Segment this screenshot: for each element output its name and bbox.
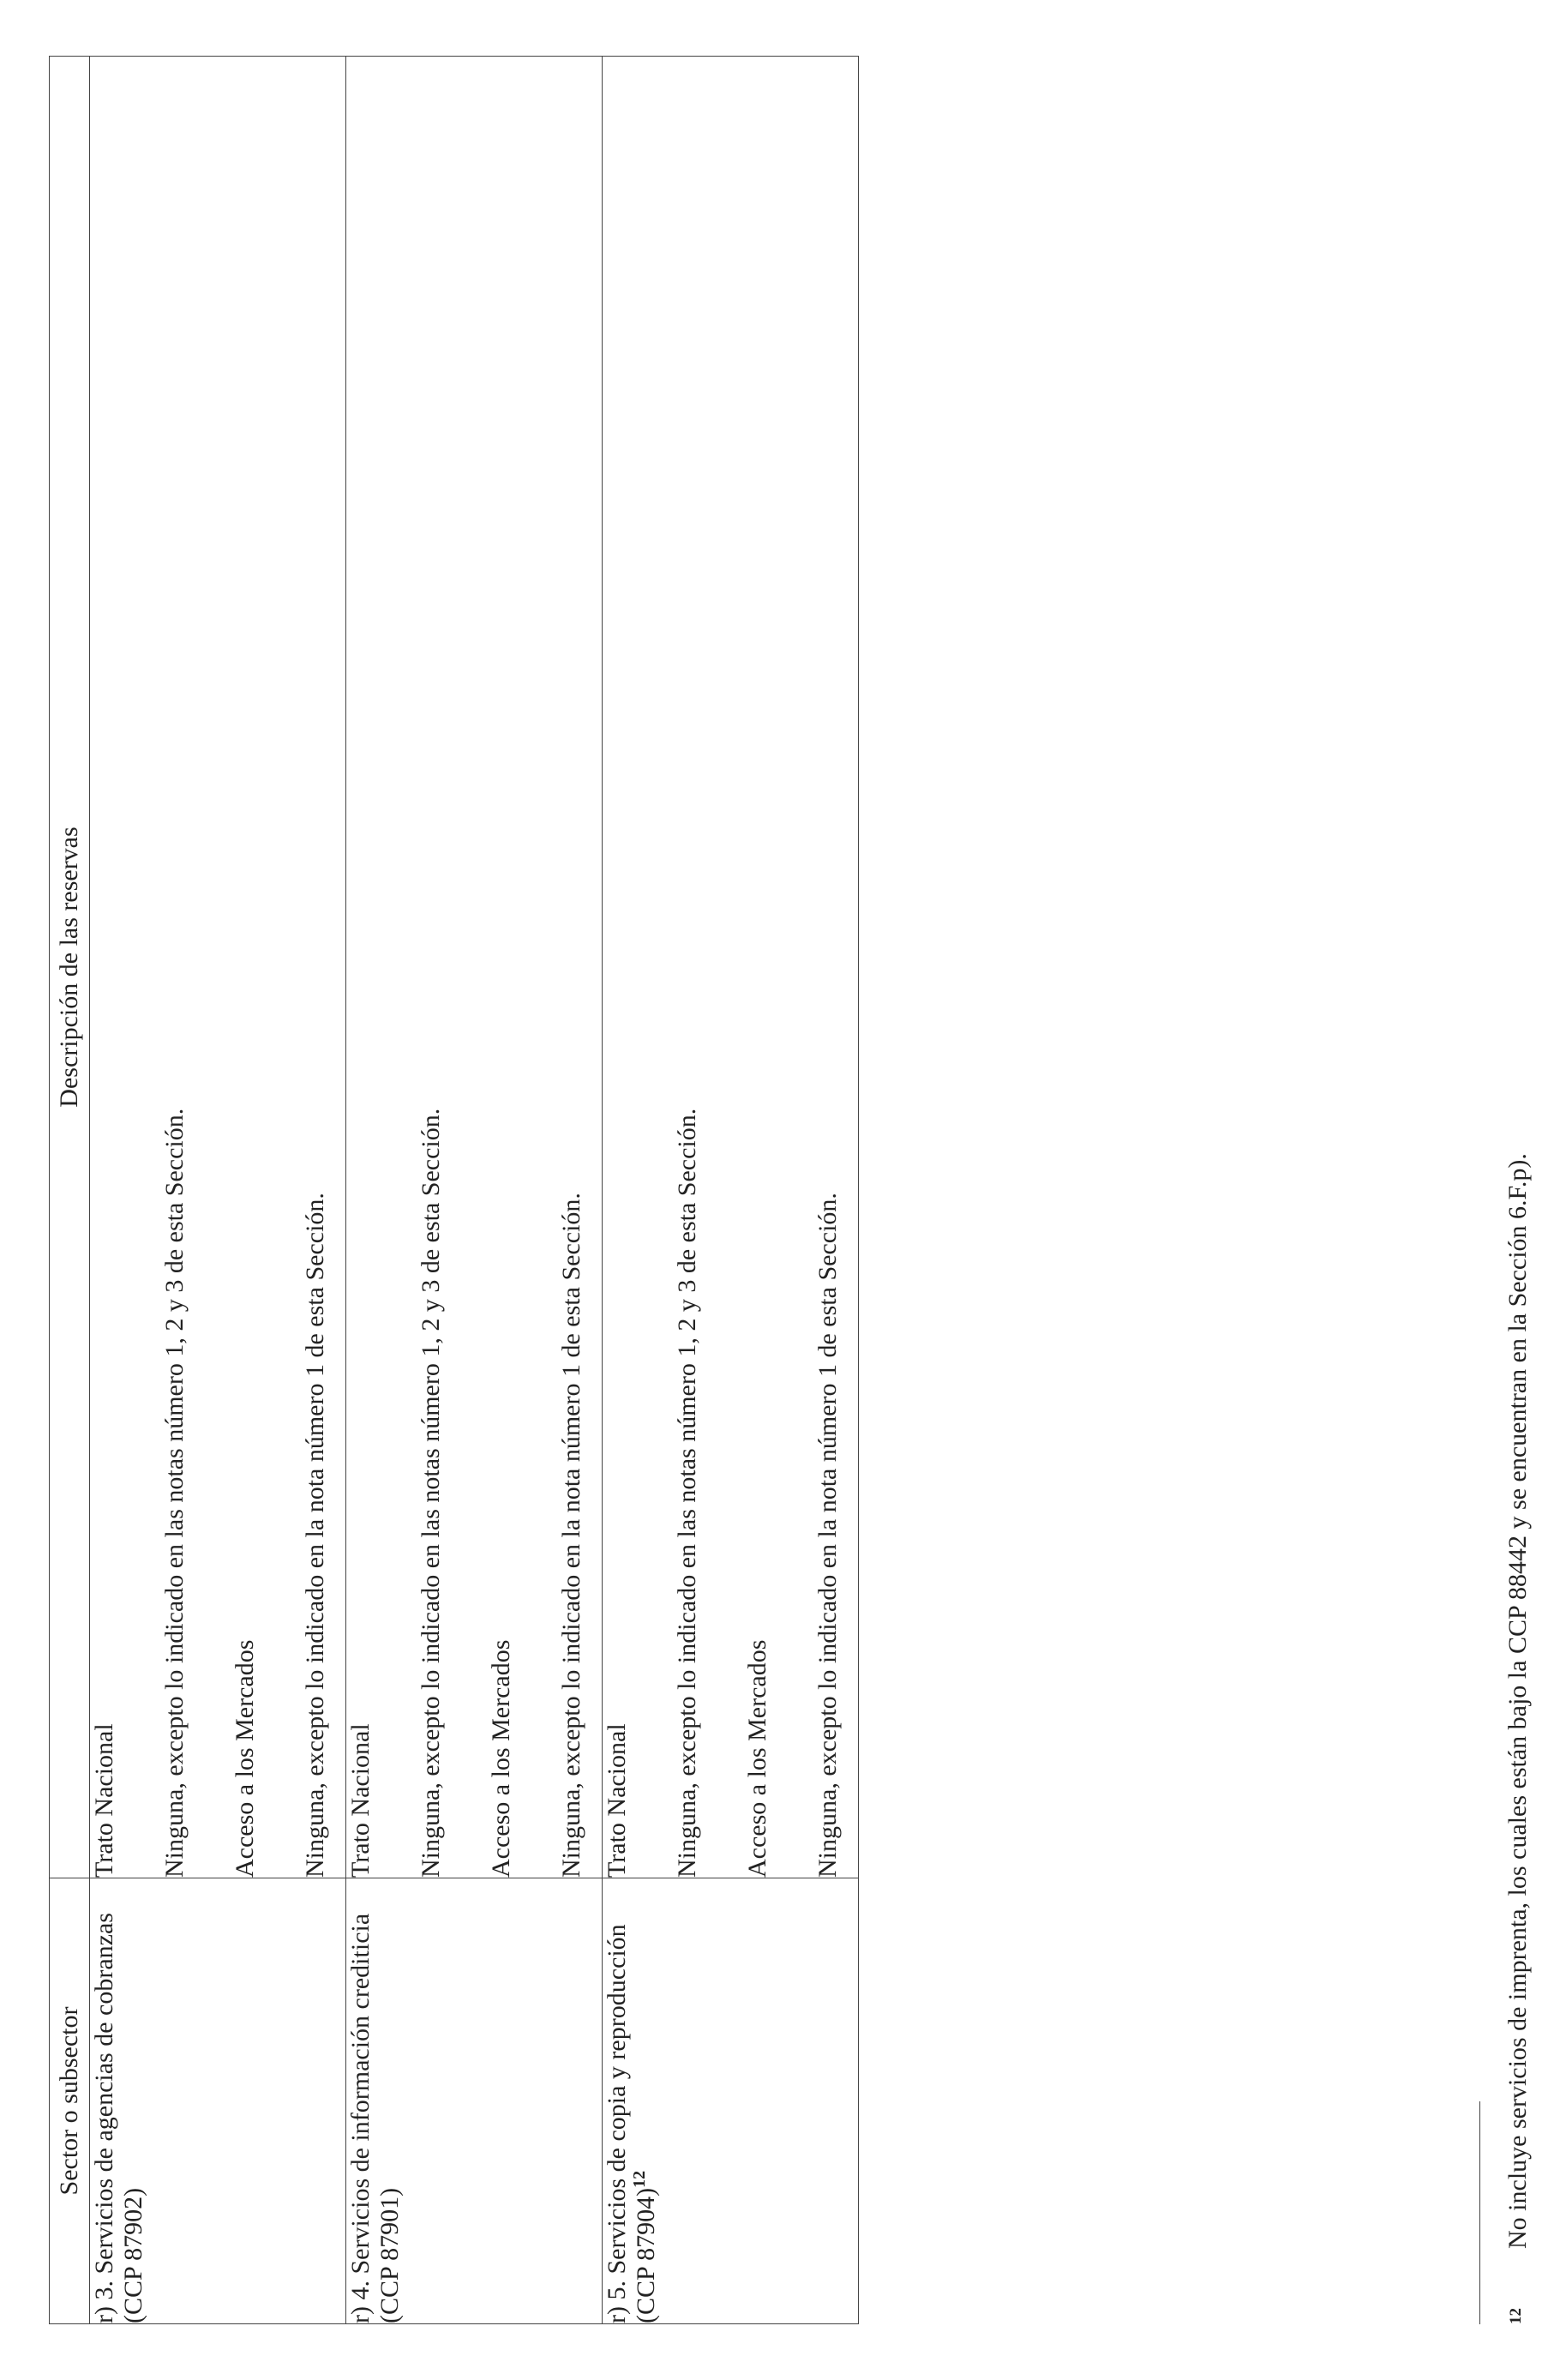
national-treatment-label: Trato Nacional — [346, 1723, 375, 1878]
table-row — [603, 57, 859, 2324]
table-header-row — [50, 57, 90, 2324]
sector-name: r) 5. Servicios de copia y reproducción — [603, 1924, 631, 2323]
market-access-text: Ninguna, excepto lo indicado en la nota número 1 de esta Sección. — [813, 1193, 842, 1878]
national-treatment-label: Trato Nacional — [603, 1723, 631, 1878]
market-access-label: Acceso a los Mercados — [231, 1639, 259, 1878]
market-access-label: Acceso a los Mercados — [743, 1639, 771, 1878]
sector-code: (CCP 87901) — [375, 2187, 404, 2323]
reservations-table — [49, 56, 859, 2324]
footnote-text: No incluye servicios de imprenta, los cuales están bajo la CCP 88442 y se encuentran en la Sección 6.F.p). — [1503, 1153, 1532, 2249]
sector-code: (CCP 87902) — [119, 2187, 147, 2323]
footnote — [1502, 95, 1533, 2324]
national-treatment-text: Ninguna, excepto lo indicado en las notas número 1, 2 y 3 de esta Sección. — [417, 1108, 445, 1878]
table-row — [346, 57, 603, 2324]
description-cell — [90, 57, 346, 1878]
description-cell — [603, 57, 859, 1878]
sector-name: r) 4. Servicios de información crediticia — [346, 1913, 375, 2323]
sector-code: (CCP 87904)$^{12}$ — [630, 2170, 660, 2323]
header-sector: Sector o subsector — [50, 1878, 90, 2324]
sector-name: r) 3. Servicios de agencias de cobranzas — [90, 1913, 118, 2323]
description-cell — [346, 57, 603, 1878]
sector-cell — [346, 1878, 603, 2324]
market-access-text: Ninguna, excepto lo indicado en la nota número 1 de esta Sección. — [301, 1193, 329, 1878]
footnote-divider — [1479, 2101, 1480, 2324]
market-access-label: Acceso a los Mercados — [487, 1639, 515, 1878]
national-treatment-text: Ninguna, excepto lo indicado en las notas número 1, 2 y 3 de esta Sección. — [673, 1108, 701, 1878]
market-access-text: Ninguna, excepto lo indicado en la nota número 1 de esta Sección. — [557, 1193, 585, 1878]
footnote-reference[interactable]: 12 — [630, 2170, 649, 2188]
national-treatment-label: Trato Nacional — [90, 1723, 118, 1878]
header-description: Descripción de las reservas — [50, 57, 90, 1878]
sector-cell — [603, 1878, 859, 2324]
footnote-mark: 12 — [1507, 2308, 1525, 2324]
sector-cell — [90, 1878, 346, 2324]
table-row — [90, 57, 346, 2324]
national-treatment-text: Ninguna, excepto lo indicado en las notas número 1, 2 y 3 de esta Sección. — [160, 1108, 189, 1878]
